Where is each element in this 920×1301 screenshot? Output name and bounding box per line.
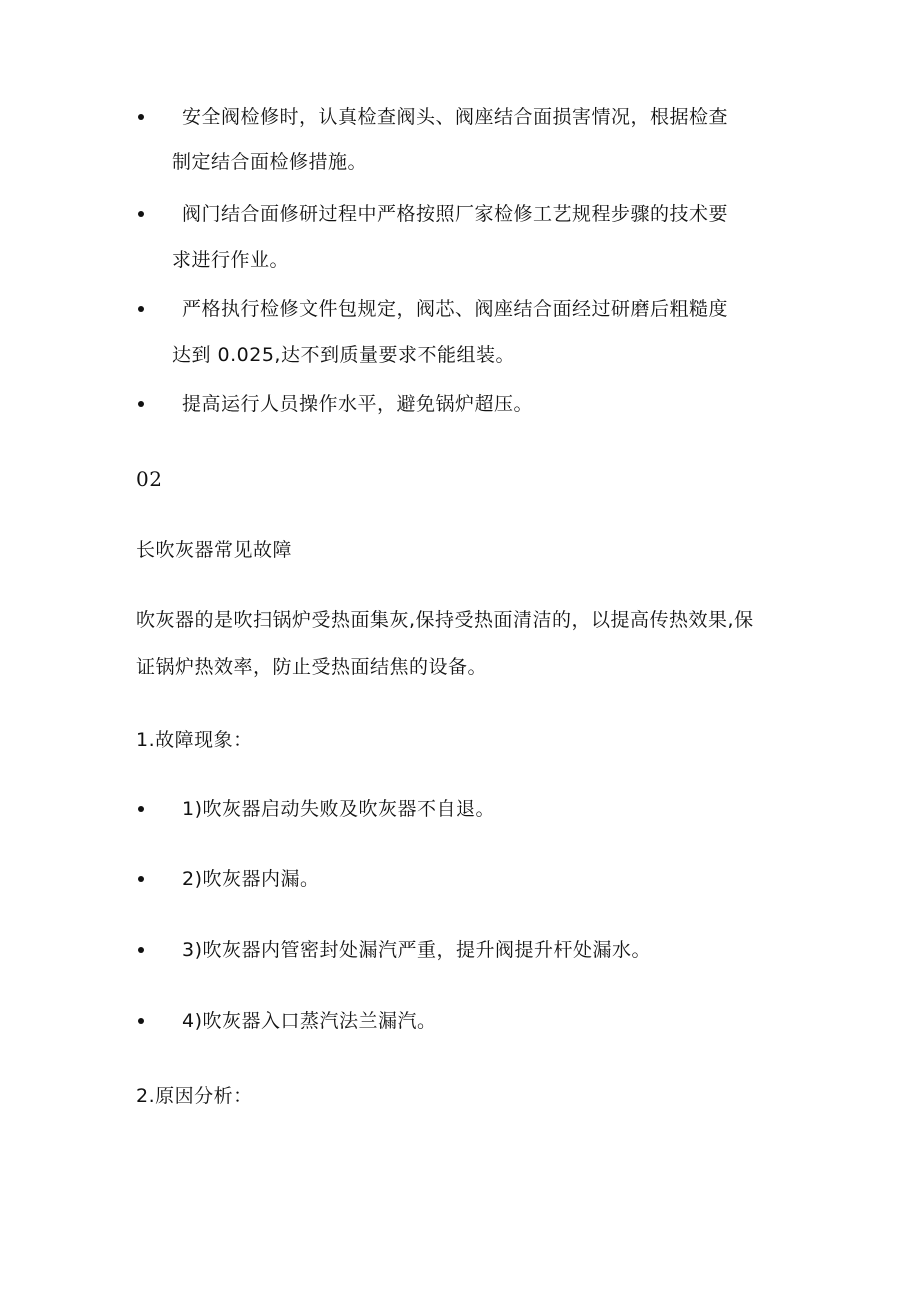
bullet-icon bbox=[138, 806, 144, 812]
bullet-icon bbox=[138, 876, 144, 882]
bullet-icon bbox=[138, 306, 144, 312]
list-item-text: 2)吹灰器内漏。 bbox=[182, 868, 320, 890]
bullet-icon bbox=[138, 401, 144, 407]
list-item-text: 达到 0.025,达不到质量要求不能组装。 bbox=[172, 344, 515, 366]
bullet-icon bbox=[138, 211, 144, 217]
list-item-text: 安全阀检修时，认真检查阀头、阀座结合面损害情况，根据检查 bbox=[182, 106, 729, 128]
list-item-text: 制定结合面检修措施。 bbox=[172, 151, 368, 173]
list-item-text: 3)吹灰器内管密封处漏汽严重，提升阀提升杆处漏水。 bbox=[182, 939, 652, 961]
list-item-text: 提高运行人员操作水平，避免锅炉超压。 bbox=[182, 393, 534, 415]
list-item-text: 4)吹灰器入口蒸汽法兰漏汽。 bbox=[182, 1010, 437, 1032]
intro-paragraph-line: 证锅炉热效率，防止受热面结焦的设备。 bbox=[136, 656, 488, 678]
list-item-text: 1)吹灰器启动失败及吹灰器不自退。 bbox=[182, 798, 496, 820]
section-title: 长吹灰器常见故障 bbox=[136, 539, 293, 561]
section-number: 02 bbox=[136, 467, 163, 491]
list-item-text: 阀门结合面修研过程中严格按照厂家检修工艺规程步骤的技术要 bbox=[182, 203, 729, 225]
cause-heading: 2.原因分析： bbox=[136, 1085, 253, 1107]
bullet-icon bbox=[138, 1018, 144, 1024]
intro-paragraph-line: 吹灰器的是吹扫锅炉受热面集灰,保持受热面清洁的，以提高传热效果,保 bbox=[136, 609, 754, 631]
bullet-icon bbox=[138, 947, 144, 953]
list-item-text: 求进行作业。 bbox=[172, 249, 290, 271]
bullet-icon bbox=[138, 114, 144, 120]
fault-heading: 1.故障现象： bbox=[136, 729, 253, 751]
list-item-text: 严格执行检修文件包规定，阀芯、阀座结合面经过研磨后粗糙度 bbox=[182, 298, 729, 320]
